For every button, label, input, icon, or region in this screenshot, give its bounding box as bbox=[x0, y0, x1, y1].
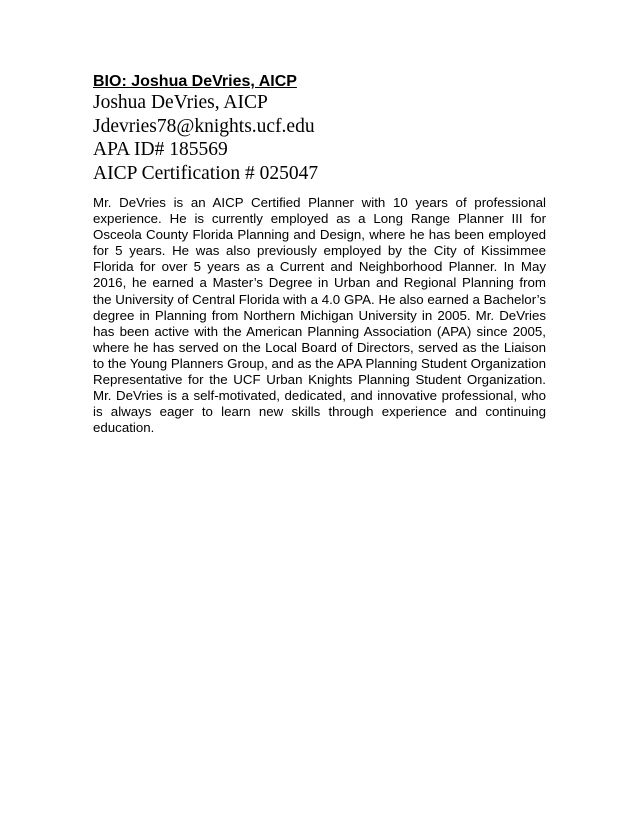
contact-name: Joshua DeVries, AICP bbox=[93, 92, 268, 113]
contact-certification: AICP Certification # 025047 bbox=[93, 162, 319, 184]
bio-content bbox=[93, 72, 546, 436]
bio-heading: BIO: Joshua DeVries, AICP bbox=[93, 73, 297, 90]
bio-paragraph: Mr. DeVries is an AICP Certified Planner with 10 years of professional experience. He is currently employed as a Long Range Planner III for Osceola County Florida Planning and Design, where he has been employed for 5 years. He was also previously employed by the City of Kissimmee Florida for over 5 years as a Current and Neighborhood Planner. In May 2016, he earned a Master’s Degree in Urban and Regional Planning from the University of Central Florida with a 4.0 GPA. He also earned a Bachelor’s degree in Planning from Northern Michigan University in 2005. Mr. DeVries has been active with the American Planning Association (APA) since 2005, where he has served on the Local Board of Directors, served as the Liaison to the Young Planners Group, and as the APA Planning Student Organization Representative for the UCF Urban Knights Planning Student Organization. Mr. DeVries is a self-motivated, dedicated, and innovative professional, who is always eager to learn new skills through experience and continuing education. bbox=[93, 195, 546, 436]
contact-email: Jdevries78@knights.ucf.edu bbox=[93, 115, 315, 137]
contact-apa-id: APA ID# 185569 bbox=[93, 139, 228, 160]
